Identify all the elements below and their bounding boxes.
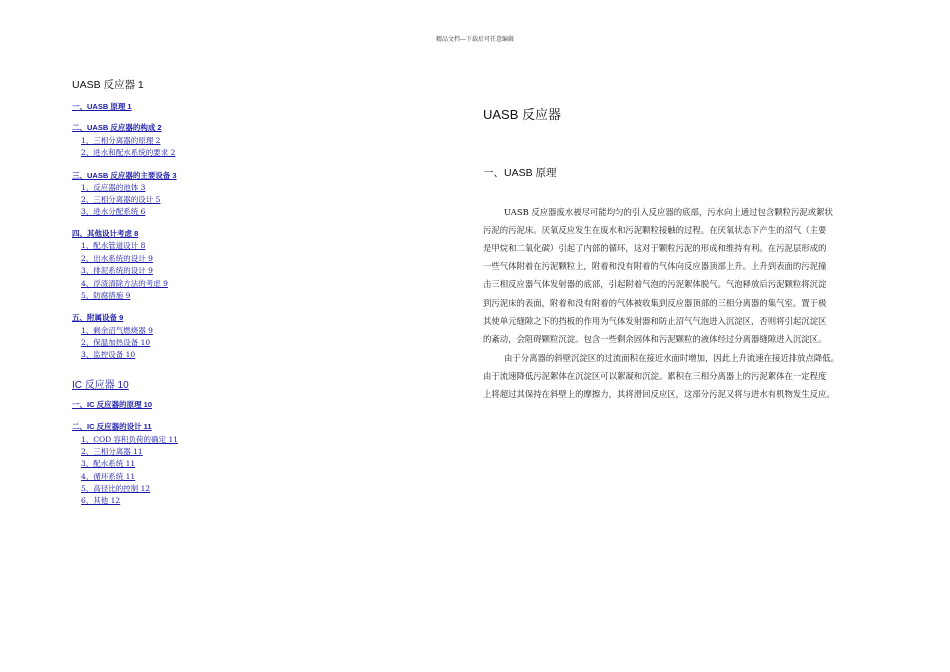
toc-link-item[interactable]: 2、三相分离器 11	[81, 447, 143, 456]
paragraph-line: 上将超过其保持在斜壁上的摩擦力，其将滑回反应区，这部分污泥又将与进水有机物发生反应。	[483, 389, 835, 399]
toc-link-item[interactable]: 5、高径比的控制 12	[81, 484, 151, 493]
page-header: 精品文档---下载后可任意编辑	[435, 36, 515, 43]
toc-link-item[interactable]: 3、配水系统 11	[81, 459, 136, 468]
toc-link-ic-reactor[interactable]: IC 反应器 10	[72, 380, 129, 391]
paragraph-line: 一些气体附着在污泥颗粒上，附着和没有附着的气体向反应器顶部上升。上升到表面的污泥撞	[483, 261, 827, 271]
toc-link-ic-design[interactable]: 二、IC 反应器的设计 11	[72, 422, 152, 431]
article-heading: 一、UASB 原理	[483, 167, 557, 179]
toc-link-item[interactable]: 1、配水管道设计 8	[81, 241, 146, 250]
paragraph-line: 污泥的污泥床。厌氧反应发生在废水和污泥颗粒接触的过程。在厌氧状态下产生的沼气（主要	[483, 225, 827, 235]
toc-link-item[interactable]: 3、排泥系统的设计 9	[81, 266, 153, 275]
toc-link-item[interactable]: 6、其他 12	[81, 496, 121, 505]
paragraph-line: 击三相反应器气体发射器的底部，引起附着气泡的污泥絮体脱气。气泡释放后污泥颗粒将沉淀	[483, 279, 827, 289]
toc-link-item[interactable]: 2、三相分离器的设计 5	[81, 195, 161, 204]
paragraph-line: 是甲烷和二氧化碳）引起了内部的循环，这对于颗粒污泥的形成和维持有利。在污泥层形成的	[483, 243, 827, 253]
toc-link-item[interactable]: 1、COD 容积负荷的确定 11	[81, 435, 178, 444]
toc-link-item[interactable]: 3、进水分配系统 6	[81, 207, 146, 216]
toc-link-item[interactable]: 1、剩余沼气燃烧器 9	[81, 326, 153, 335]
toc-link-item[interactable]: 1、三相分离器的原理 2	[81, 136, 161, 145]
paragraph-line: UASB 反应器废水被尽可能均匀的引入反应器的底部，污水向上通过包含颗粒污泥或絮状	[504, 207, 833, 217]
toc-link-item[interactable]: 5、防腐措施 9	[81, 291, 131, 300]
toc-link-ic-principle[interactable]: 一、IC 反应器的原理 10	[72, 400, 153, 409]
paragraph-line: 由于分离器的斜壁沉淀区的过流面积在接近水面时增加，因此上升流速在接近排放点降低。	[504, 353, 839, 363]
toc-link-auxiliary[interactable]: 五、附属设备 9	[72, 313, 124, 322]
toc-link-item[interactable]: 4、浮渣清除方法的考虑 9	[81, 279, 168, 288]
toc-link-uasb-structure[interactable]: 二、UASB 反应器的构成 2	[72, 123, 162, 132]
toc-link-uasb-equipment[interactable]: 三、UASB 反应器的主要设备 3	[72, 171, 177, 180]
toc-link-item[interactable]: 4、循环系统 11	[81, 472, 136, 481]
toc-title-uasb: UASB 反应器 1	[72, 79, 144, 91]
toc-link-item[interactable]: 2、进水和配水系统的要求 2	[81, 148, 176, 157]
toc-link-other-design[interactable]: 四、其他设计考虑 8	[72, 229, 139, 238]
paragraph-line: 的紊动，会阻碍颗粒沉淀。包含一些剩余固体和污泥颗粒的液体经过分离器缝隙进入沉淀区。	[483, 334, 827, 344]
toc-link-uasb-principle[interactable]: 一、UASB 原理 1	[72, 102, 132, 111]
paragraph-line: 其使单元缝隙之下的挡板的作用为气体发射器和防止沼气气泡进入沉淀区，否则将引起沉淀区	[483, 316, 827, 326]
article-title: UASB 反应器	[483, 107, 562, 122]
paragraph-line: 由于流速降低污泥絮体在沉淀区可以絮凝和沉淀。累积在三相分离器上的污泥絮体在一定程度	[483, 371, 827, 381]
toc-link-item[interactable]: 2、保温加热设备 10	[81, 338, 151, 347]
paragraph-line: 到污泥床的表面，附着和没有附着的气体被收集到反应器顶部的三相分离器的集气室。置于极	[483, 298, 827, 308]
toc-link-item[interactable]: 2、出水系统的设计 9	[81, 254, 153, 263]
toc-link-item[interactable]: 1、反应器的池体 3	[81, 183, 146, 192]
toc-link-item[interactable]: 3、监控设备 10	[81, 350, 136, 359]
